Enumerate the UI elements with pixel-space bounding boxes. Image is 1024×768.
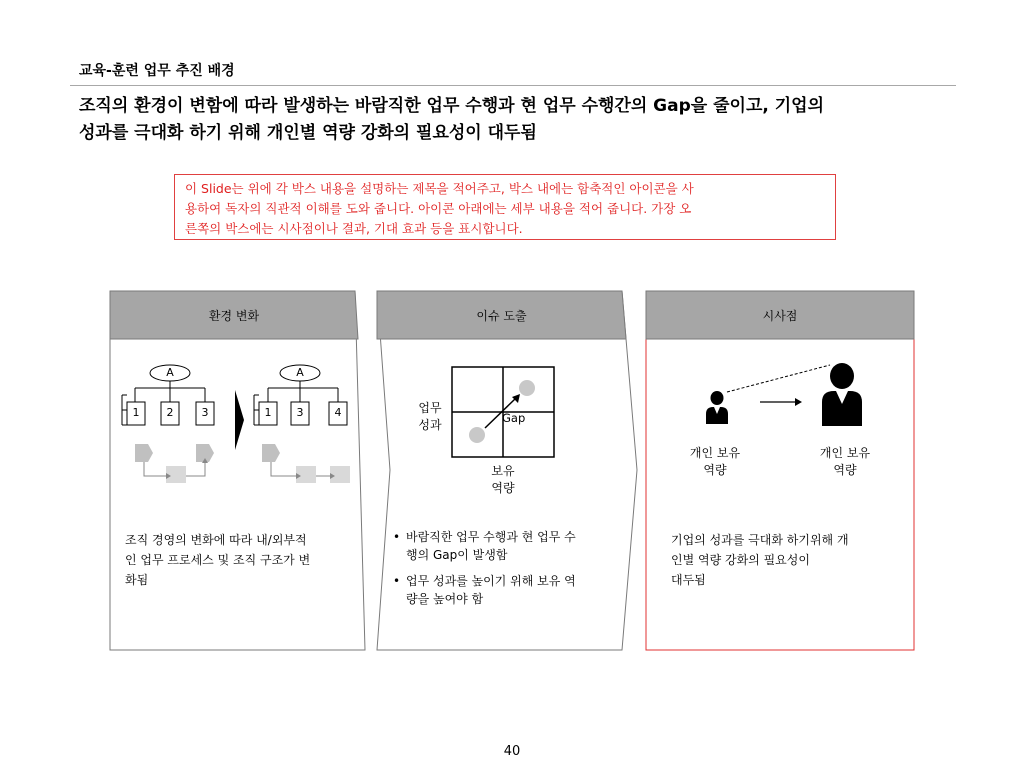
description-line: 대두됨 — [671, 573, 706, 587]
org-box-label: 4 — [334, 406, 342, 419]
label-line: 역량 — [833, 463, 857, 477]
target-state-dot — [519, 380, 535, 396]
bullet-line: 행의 Gap이 발생함 — [406, 548, 508, 562]
page-number: 40 — [503, 744, 521, 759]
description-line: 인 업무 프로세스 및 조직 구조가 변 — [125, 553, 311, 567]
gap-label: Gap — [502, 411, 526, 425]
bullet-line: • 업무 성과를 높이기 위해 보유 역 — [406, 574, 576, 588]
bullet-line: • 바람직한 업무 수행과 현 업무 수 — [406, 530, 576, 544]
x-axis-label — [483, 463, 523, 497]
description-line: 기업의 성과를 극대화 하기위해 개 — [671, 533, 849, 547]
org-box-label: 3 — [201, 406, 209, 419]
org-top-label: A — [166, 366, 174, 379]
bullet-item — [393, 528, 576, 564]
panel-env-frame — [110, 291, 365, 650]
note-line: 용하여 독자의 직관적 이해를 도와 줍니다. 아이콘 아래에는 세부 내용을 적어 줍니다. 가장 오 — [185, 201, 692, 216]
panel-implication-header: 시사점 — [762, 309, 798, 323]
headline-line: 성과를 극대화 하기 위해 개인별 역량 강화의 필요성이 대두됨 — [79, 123, 537, 143]
bullet-line: 량을 높여야 함 — [406, 592, 484, 606]
description-line: 화됨 — [125, 573, 149, 587]
panel-env-description — [125, 530, 310, 590]
org-box-label: 3 — [296, 406, 304, 419]
current-state-dot — [469, 427, 485, 443]
org-box-label: 1 — [264, 406, 272, 419]
org-top-label: A — [296, 366, 304, 379]
label-line: 역량 — [703, 463, 727, 477]
headline-line: 조직의 환경이 변함에 따라 발생하는 바람직한 업무 수행과 현 업무 수행간의 Gap을 줄이고, 기업의 — [79, 96, 825, 116]
panel-issue-header: 이슈 도출 — [476, 309, 527, 323]
org-box-label: 2 — [166, 406, 174, 419]
org-box-label: 1 — [132, 406, 140, 419]
panel-env-header: 환경 변화 — [208, 309, 260, 323]
x-axis-label-line: 보유 — [491, 464, 515, 478]
note-line: 이 Slide는 위에 각 박스 내용을 설명하는 제목을 적어주고, 박스 내에는 함축적인 아이콘을 사 — [185, 181, 694, 196]
bullet-item — [393, 572, 576, 608]
current-capability-label — [675, 445, 755, 479]
panel-issue-bullets — [393, 528, 576, 616]
section-title: 교육-훈련 업무 추진 배경 — [79, 63, 235, 79]
note-line: 른쪽의 박스에는 시사점이나 결과, 기대 효과 등을 표시합니다. — [185, 221, 523, 236]
panel-implication-description — [671, 530, 849, 590]
target-capability-label — [805, 445, 885, 479]
label-line: 개인 보유 — [819, 446, 871, 460]
x-axis-label-line: 역량 — [491, 481, 515, 495]
y-axis-label — [410, 400, 450, 434]
description-line: 조직 경영의 변화에 따라 내/외부적 — [125, 533, 307, 547]
label-line: 개인 보유 — [689, 446, 741, 460]
description-line: 인별 역량 강화의 필요성이 — [671, 553, 810, 567]
y-axis-label-line: 업무 — [418, 401, 442, 415]
y-axis-label-line: 성과 — [418, 418, 442, 432]
